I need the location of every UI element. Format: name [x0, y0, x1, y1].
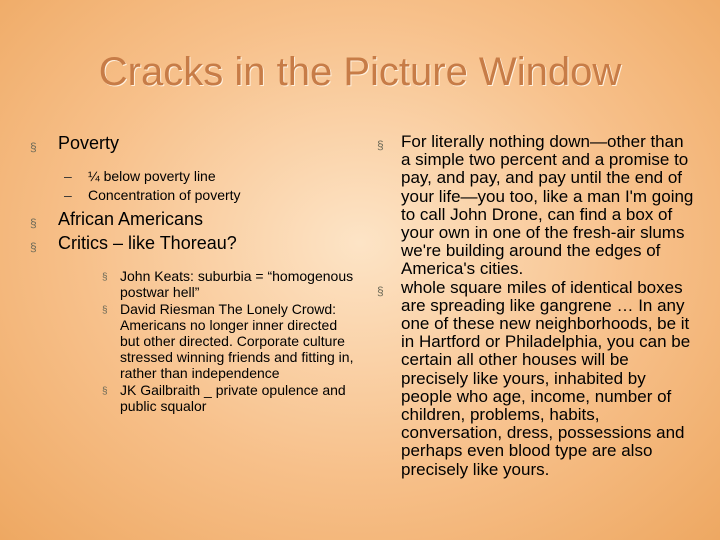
quote-text: whole square miles of identical boxes are spreading like gangrene … In any one of these new neighborhoods, be it in Hartford or Philadelphia, you can be certain all other houses will be precisely like yours, inhabited by people who age, income, number of children, problems, habits, conversation, dress, possessions and perhaps even blood type are also precisely like yours. — [401, 277, 691, 479]
sub-bullet-text: David Riesman The Lonely Crowd: Americans no longer inner directed but other directed. Corporate culture stressed winning friends and fitting in, rather than independence — [120, 301, 354, 381]
bullet-list-left — [30, 133, 360, 414]
quote-text: For literally nothing down—other than a simple two percent and a promise to pay, and pay, and pay until the end of your life—you too, like a man I'm going to call John Drone, can find a box of your own in one of the fresh-air slums we're building around the edges of America's cities. — [401, 132, 694, 279]
sub-bullet-text: JK Gailbraith _ private opulence and public squalor — [120, 382, 346, 414]
sub-bullet — [30, 168, 360, 184]
bullet-critics — [30, 233, 360, 254]
bullet-marker: § — [102, 272, 108, 283]
quote-gangrene — [377, 279, 695, 479]
dash-marker: – — [64, 168, 72, 184]
right-column — [377, 133, 695, 479]
bullet-text: Critics – like Thoreau? — [58, 233, 237, 253]
sub-bullet-text: ¼ below poverty line — [88, 168, 216, 184]
bullet-marker: § — [377, 283, 384, 298]
bullet-text: African Americans — [58, 209, 204, 229]
bullet-poverty — [30, 133, 360, 154]
quote-drone — [377, 133, 695, 279]
bullet-marker: § — [30, 240, 37, 254]
bullet-marker: § — [102, 305, 108, 316]
sub-bullet-text: Concentration of poverty — [88, 187, 241, 203]
sub-bullet-keats — [30, 268, 360, 300]
bullet-text: Poverty — [58, 133, 120, 153]
bullet-marker: § — [377, 138, 384, 152]
left-column — [30, 133, 360, 414]
dash-marker: – — [64, 187, 72, 203]
sub-bullet-text: John Keats: suburbia = “homogenous postwar hell” — [120, 268, 354, 300]
bullet-marker: § — [30, 216, 37, 230]
bullet-african-americans — [30, 209, 360, 230]
slide-title: Cracks in the Picture Window — [98, 50, 622, 94]
bullet-marker: § — [102, 386, 108, 397]
sub-bullet-riesman — [30, 301, 360, 381]
sub-bullet — [30, 187, 360, 203]
bullet-marker: § — [30, 140, 37, 154]
bullet-list-right — [377, 133, 695, 479]
sub-bullet-galbraith — [30, 382, 360, 414]
